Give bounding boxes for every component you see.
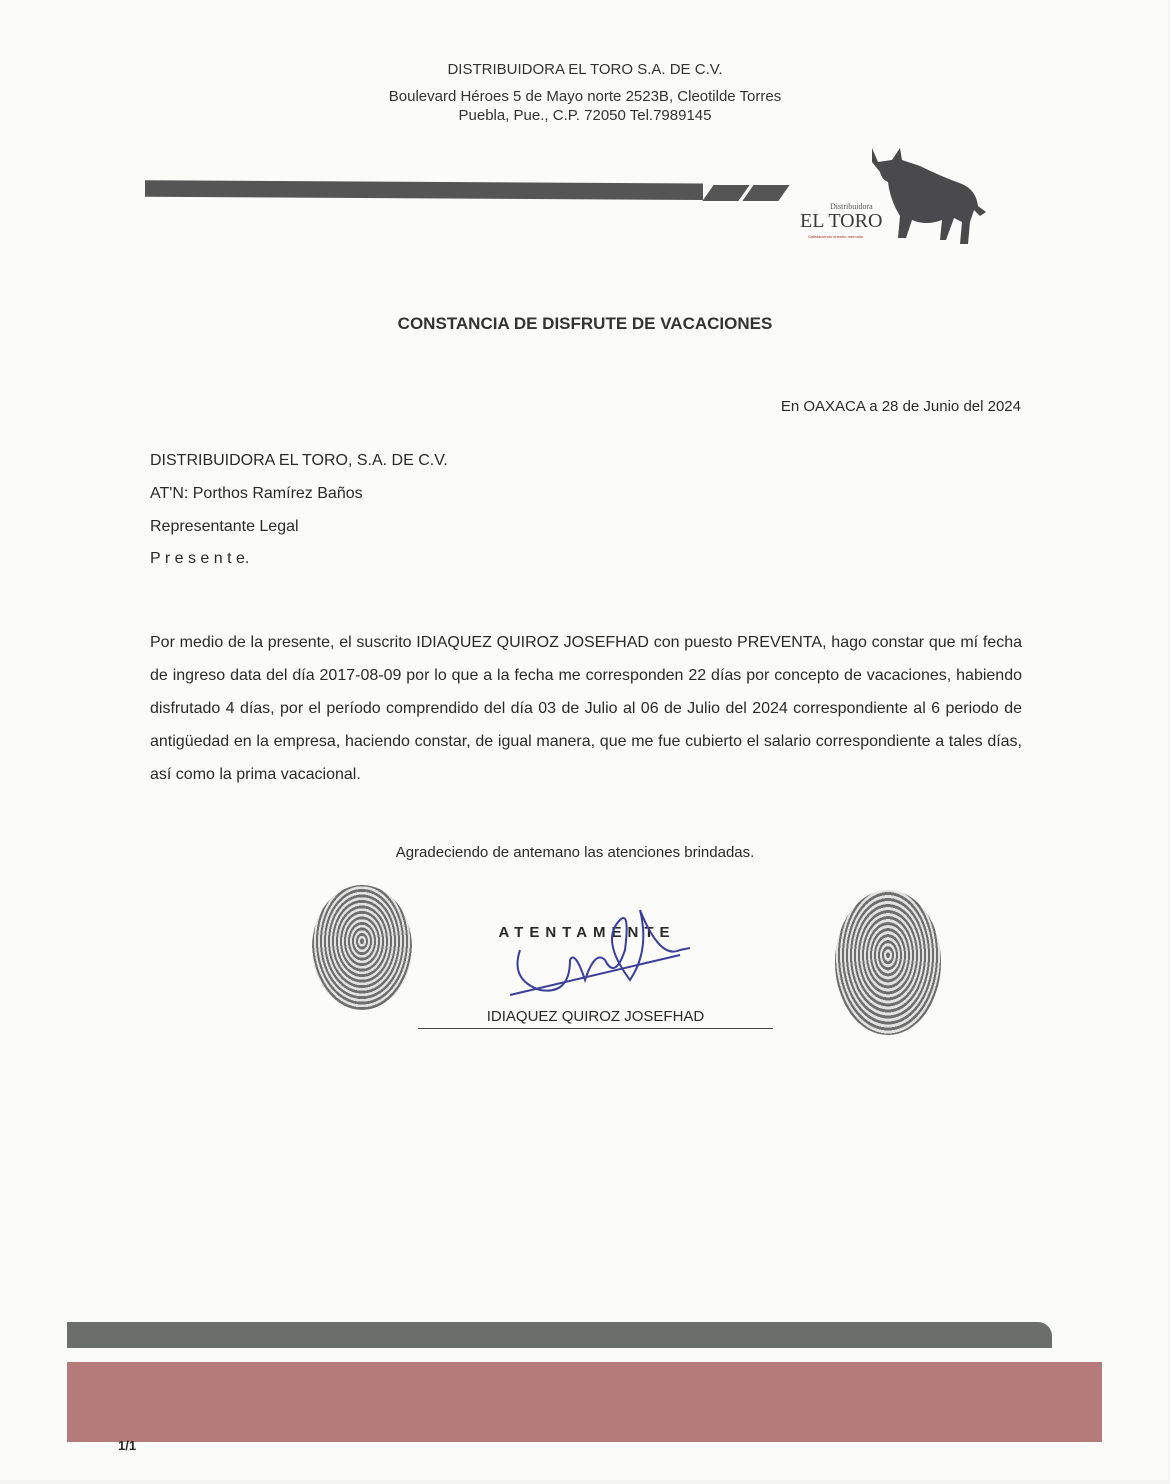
signer-name: IDIAQUEZ QUIROZ JOSEFHAD <box>486 1008 705 1025</box>
company-logo: Distribuidora EL TORO Satisfaciendo nuestro mercado <box>790 140 1000 250</box>
document-title: CONSTANCIA DE DISFRUTE DE VACACIONES <box>397 314 773 333</box>
signature-icon <box>500 880 690 1010</box>
footer-bar <box>67 1322 1052 1348</box>
body-paragraph: Por medio de la presente, el suscrito IDIAQUEZ QUIROZ JOSEFHAD con puesto PREVENTA, hago constar que mí fecha de ingreso data del día 2017-08-09 por lo que a la fecha me corresponden 22 días por concepto de vacaciones, habiendo disfrutado 4 días, por el período comprendido del día 03 de Julio al 06 de Julio del 2024 correspondiente al 6 periodo de antigüedad en la empresa, haciendo constar, de igual manera, que me fue cubierto el salario correspondiente a tales días, así como la prima vacacional. <box>150 634 1022 783</box>
recipient-company: DISTRIBUIDORA EL TORO, S.A. DE C.V. <box>150 452 448 469</box>
date-line: En OAXACA a 28 de Junio del 2024 <box>780 398 1021 415</box>
recipient-role: Representante Legal <box>150 518 299 535</box>
header-address-1: Boulevard Héroes 5 de Mayo norte 2523B, Cleotilde Torres <box>388 88 782 105</box>
footer-band <box>67 1362 1102 1442</box>
recipient-presente: P r e s e n t e. <box>150 550 250 567</box>
page-number: 1/1 <box>118 1438 137 1453</box>
closing-text: Agradeciendo de antemano las atenciones brindadas. <box>395 844 755 861</box>
signature-line <box>418 1028 773 1029</box>
fingerprint-right <box>835 890 941 1035</box>
header-stripe <box>145 178 703 200</box>
fingerprint-left <box>312 885 412 1010</box>
header-address-2: Puebla, Pue., C.P. 72050 Tel.7989145 <box>458 107 712 124</box>
header-dash <box>742 185 789 201</box>
recipient-attn: AT'N: Porthos Ramírez Baños <box>150 485 363 502</box>
header-company: DISTRIBUIDORA EL TORO S.A. DE C.V. <box>447 61 723 78</box>
signoff: ATENTAMENTE <box>498 924 676 941</box>
